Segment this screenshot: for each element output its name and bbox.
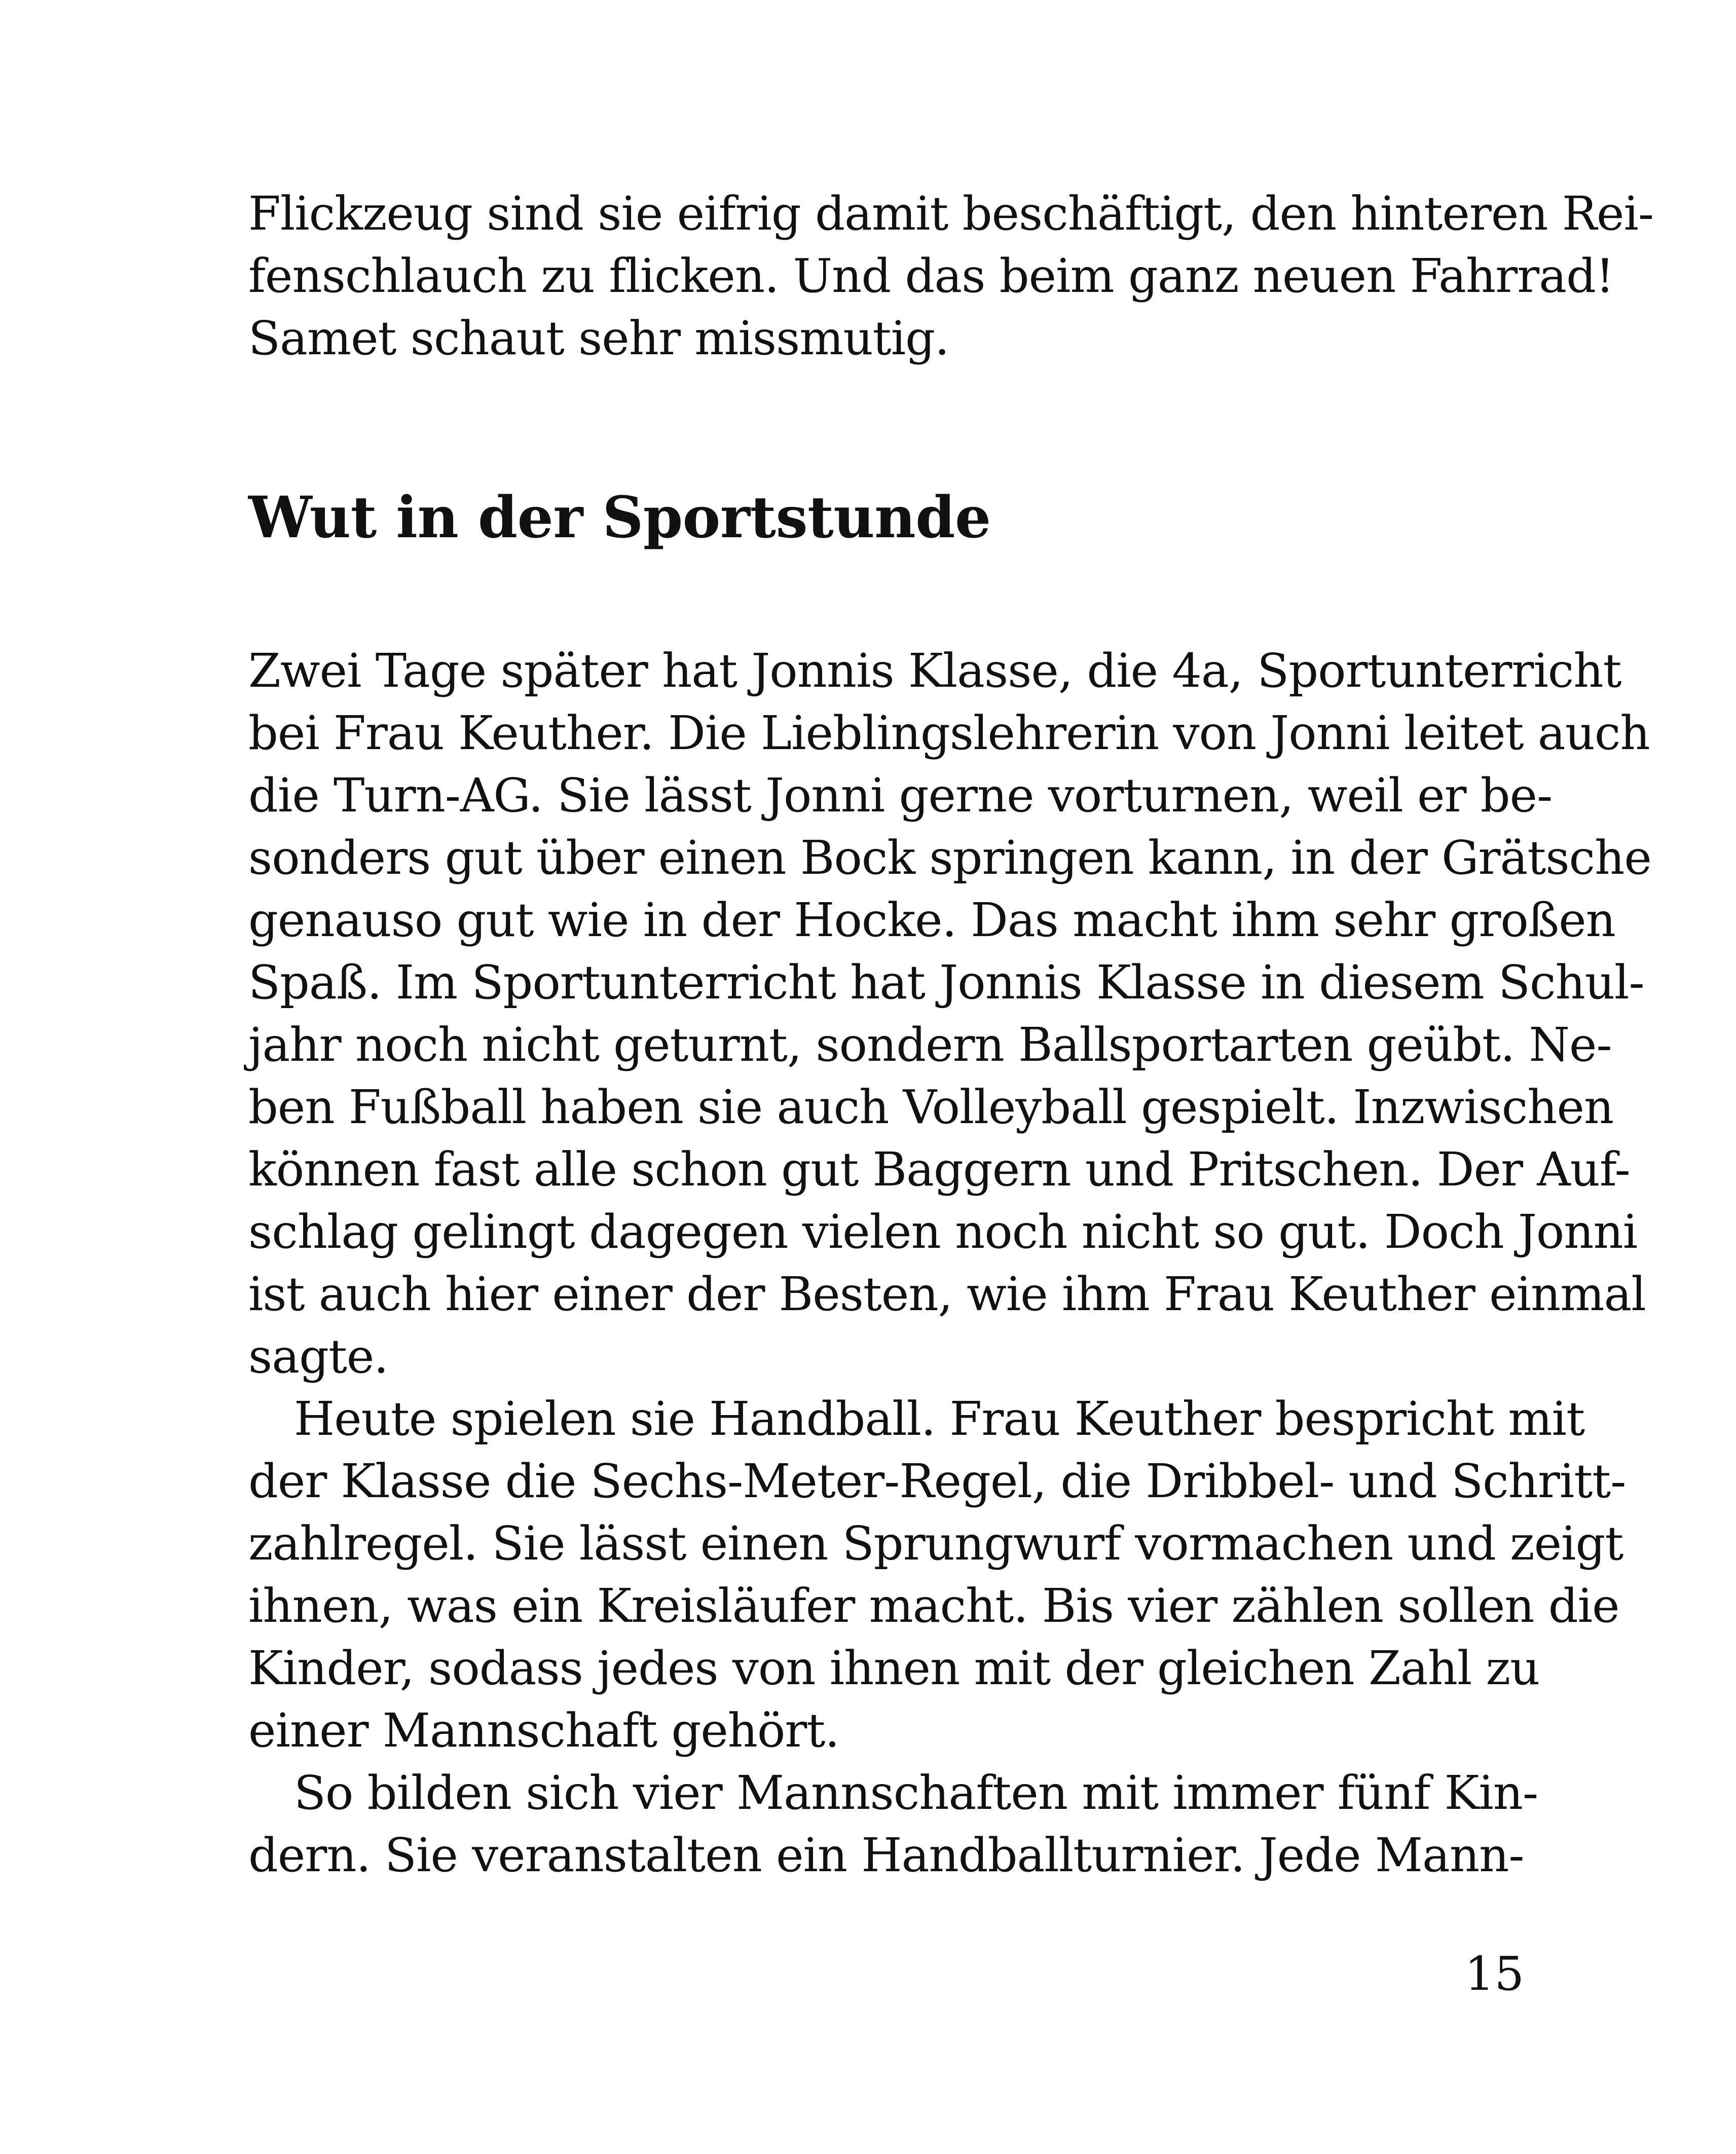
text-line: ben Fußball haben sie auch Volleyball gespielt. Inzwischen: [248, 1080, 1614, 1134]
text-line: So bilden sich vier Mannschaften mit immer fünf Kin-: [294, 1766, 1538, 1820]
text-line: Flickzeug sind sie eifrig damit beschäftigt, den hinteren Rei-: [248, 187, 1653, 241]
text-line: zahlregel. Sie lässt einen Sprungwurf vormachen und zeigt: [248, 1516, 1623, 1571]
text-line: ihnen, was ein Kreisläufer macht. Bis vier zählen sollen die: [248, 1579, 1619, 1633]
text-line: dern. Sie veranstalten ein Handballturnier. Jede Mann-: [248, 1828, 1524, 1882]
text-line: Heute spielen sie Handball. Frau Keuther bespricht mit: [294, 1392, 1585, 1446]
page-number: 15: [1464, 1947, 1524, 2001]
paragraph-1: [248, 182, 1653, 369]
text-line: Zwei Tage später hat Jonnis Klasse, die 4a, Sportunterricht: [248, 644, 1621, 698]
paragraph-3: [248, 1388, 1626, 1762]
text-line: einer Mannschaft gehört.: [248, 1703, 839, 1758]
text-line: der Klasse die Sechs-Meter-Regel, die Dribbel- und Schritt-: [248, 1454, 1626, 1508]
paragraph-4: [248, 1762, 1536, 1886]
text-line: Spaß. Im Sportunterricht hat Jonnis Klasse in diesem Schul-: [248, 955, 1644, 1010]
text-line: genauso gut wie in der Hocke. Das macht ihm sehr großen: [248, 893, 1615, 947]
text-line: jahr noch nicht geturnt, sondern Ballsportarten geübt. Ne-: [248, 1018, 1612, 1072]
section-heading: Wut in der Sportstunde: [248, 485, 991, 551]
text-line: können fast alle schon gut Baggern und Pritschen. Der Auf-: [248, 1142, 1630, 1197]
text-line: ist auch hier einer der Besten, wie ihm Frau Keuther einmal: [248, 1267, 1646, 1321]
text-line: die Turn-AG. Sie lässt Jonni gerne vorturnen, weil er be-: [248, 768, 1553, 823]
text-line: sagte.: [248, 1329, 388, 1384]
text-line: schlag gelingt dagegen vielen noch nicht so gut. Doch Jonni: [248, 1205, 1638, 1259]
text-line: Kinder, sodass jedes von ihnen mit der gleichen Zahl zu: [248, 1641, 1540, 1695]
text-line: fenschlauch zu flicken. Und das beim ganz neuen Fahrrad!: [248, 249, 1614, 303]
page-content: [248, 182, 1653, 1886]
text-line: Samet schaut sehr missmutig.: [248, 311, 949, 365]
text-line: bei Frau Keuther. Die Lieblingslehrerin von Jonni leitet auch: [248, 706, 1650, 760]
paragraph-2: [248, 640, 1651, 1388]
text-line: sonders gut über einen Bock springen kann, in der Grätsche: [248, 831, 1651, 885]
